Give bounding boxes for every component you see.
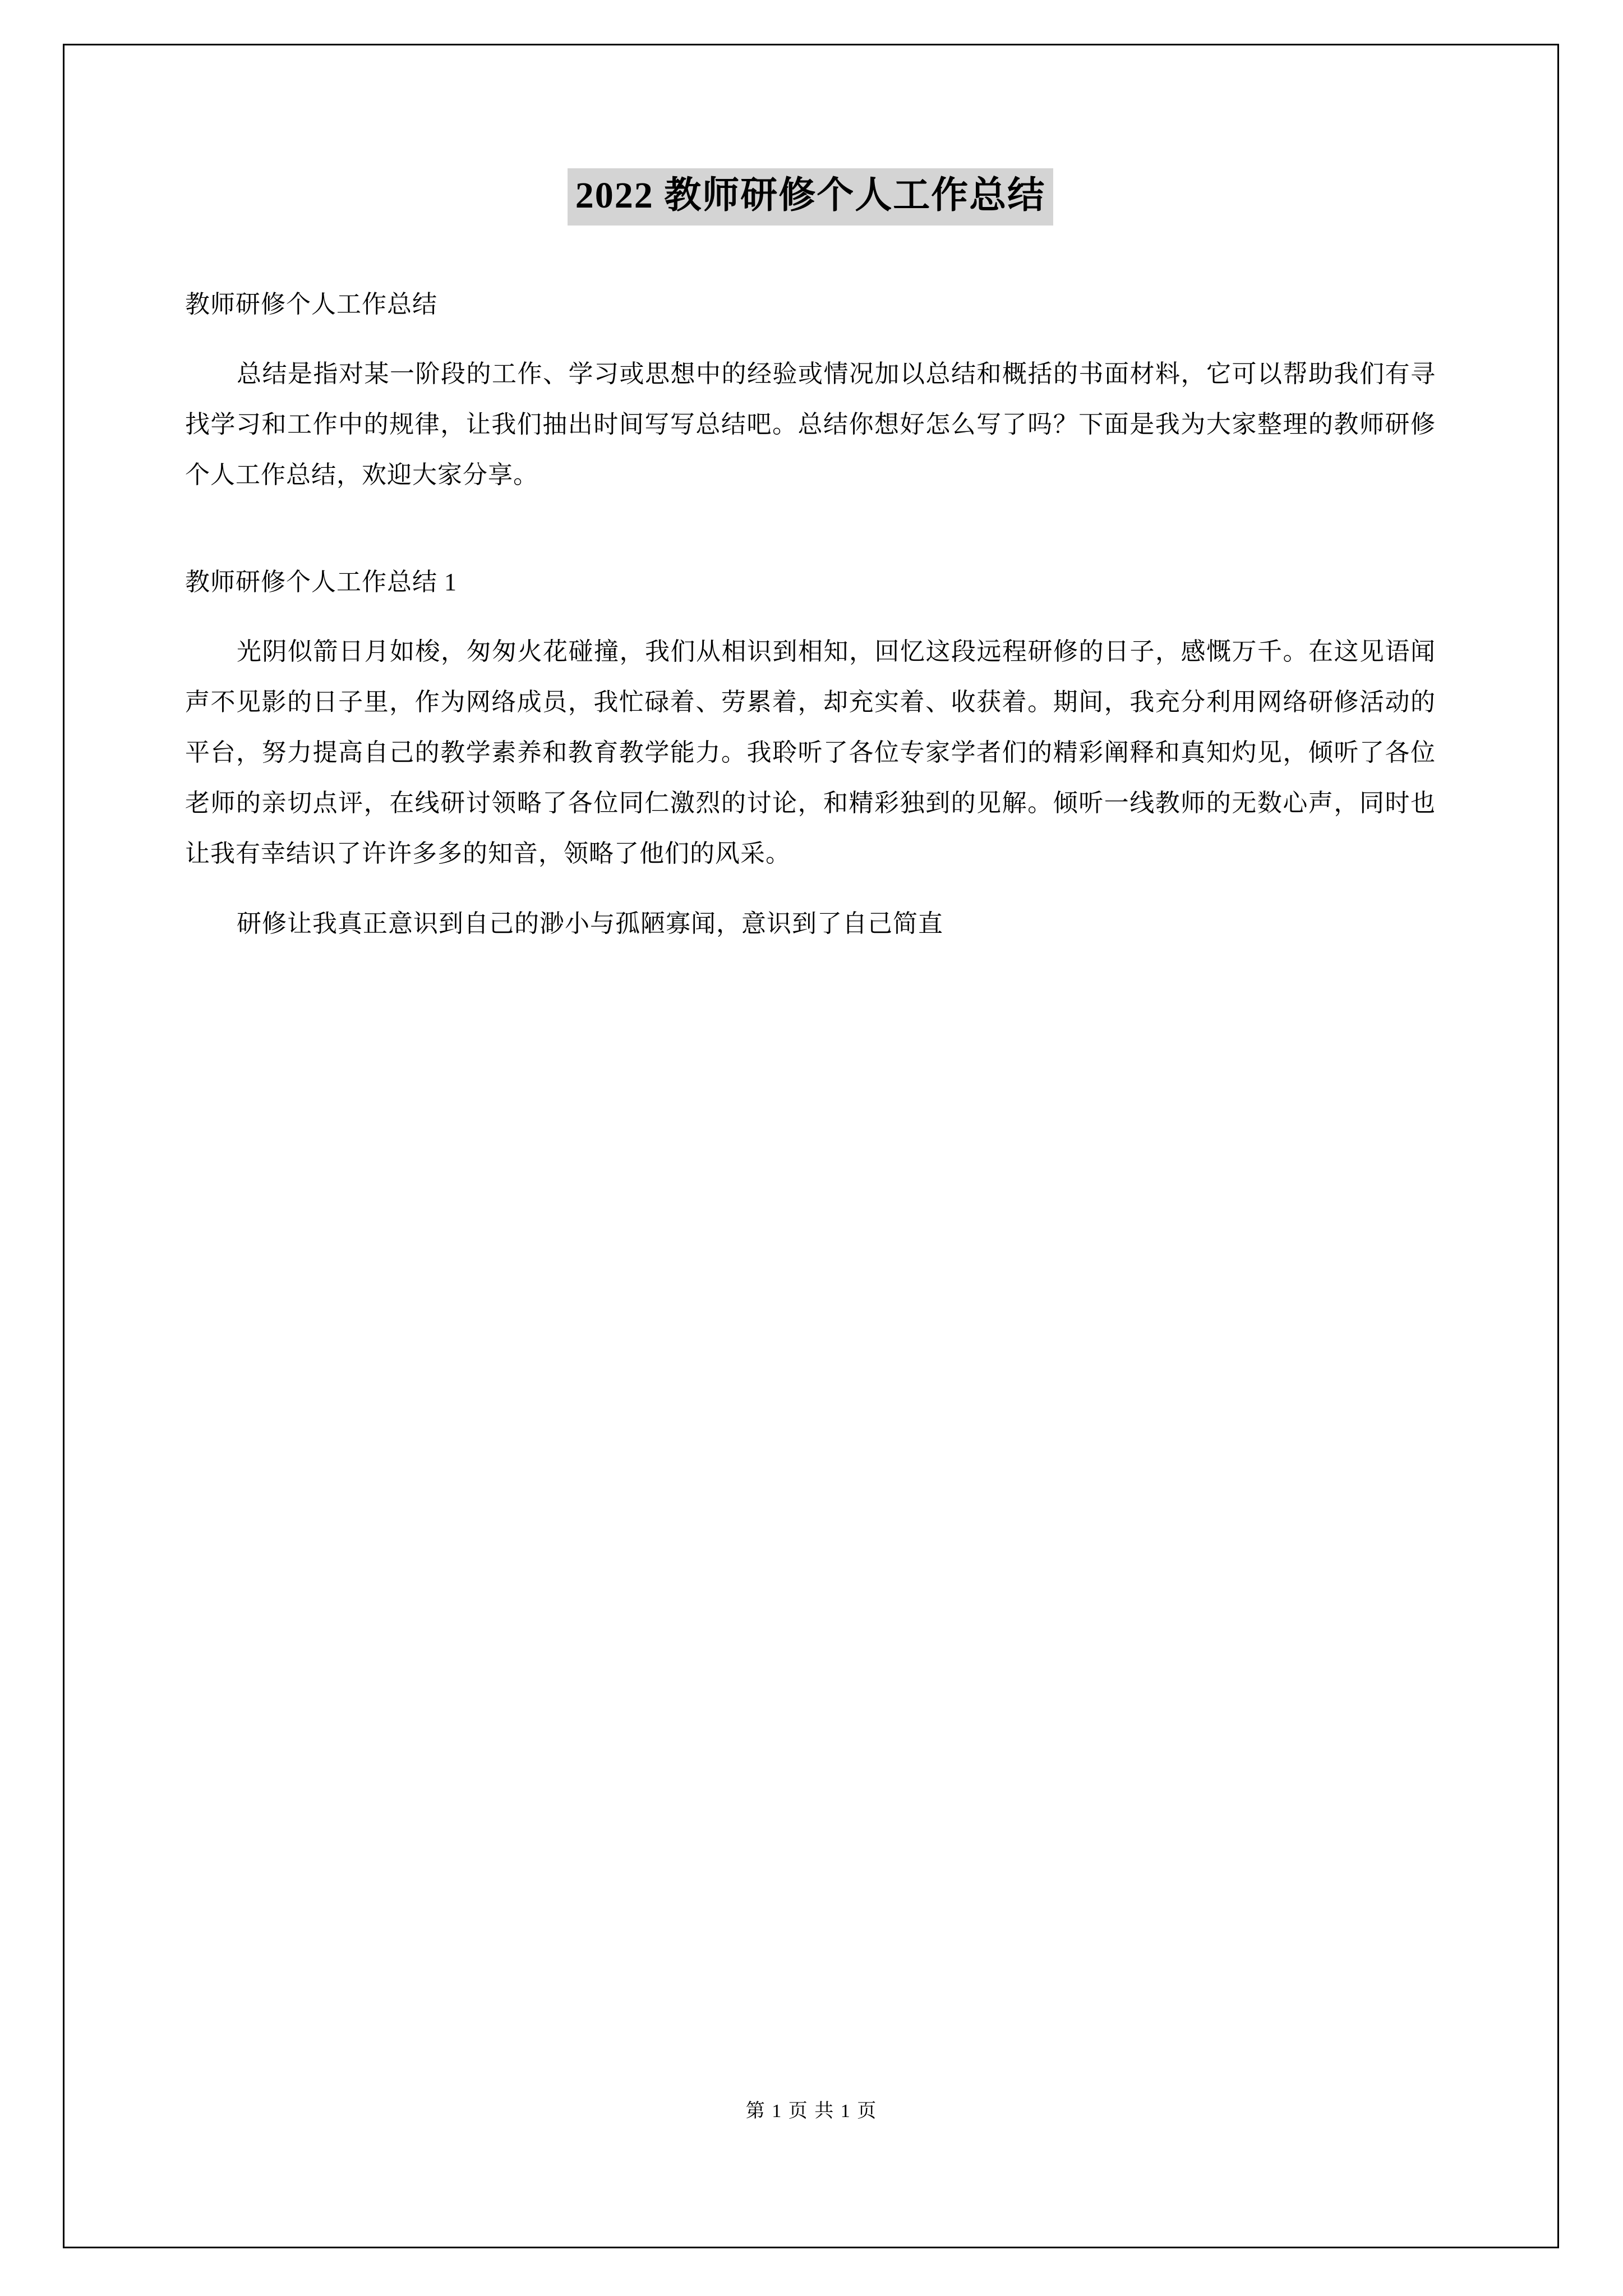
paragraph-body-3: 研修让我真正意识到自己的渺小与孤陋寡闻，意识到了自己简直 xyxy=(237,909,943,937)
page-title-text: 2022 教师研修个人工作总结 xyxy=(568,168,1054,226)
page-footer: 第 1 页 共 1 页 xyxy=(745,2101,878,2122)
paragraph-body-2: 光阴似箭日月如梭，匆匆火花碰撞，我们从相识到相知，回忆这段远程研修的日子，感慨万千。在这见语闻声不见影的日子里，作为网络成员，我忙碌着、劳累着，却充实着、收获着。期间，我充分利用网络研修活动的平台，努力提高自己的教学素养和教育教学能力。我聆听了各位专家学者们的精彩阐释和真知灼见，倾听了各位老师的亲切点评，在线研讨领略了各位同仁激烈的讨论，和精彩独到的见解。倾听一线教师的无数心声，同时也让我有幸结识了许许多多的知音，领略了他们的风采。 xyxy=(185,637,1436,868)
paragraph-heading-1: 教师研修个人工作总结 xyxy=(185,290,437,318)
page-title xyxy=(185,168,1436,226)
document-content xyxy=(185,168,1436,968)
paragraph-spacer xyxy=(185,520,1436,557)
paragraph-heading-2: 教师研修个人工作总结 1 xyxy=(185,568,457,596)
paragraph-body-1: 总结是指对某一阶段的工作、学习或思想中的经验或情况加以总结和概括的书面材料，它可以帮助我们有寻找学习和工作中的规律，让我们抽出时间写写总结吧。总结你想好怎么写了吗？下面是我为大家整理的教师研修个人工作总结，欢迎大家分享。 xyxy=(185,360,1436,489)
